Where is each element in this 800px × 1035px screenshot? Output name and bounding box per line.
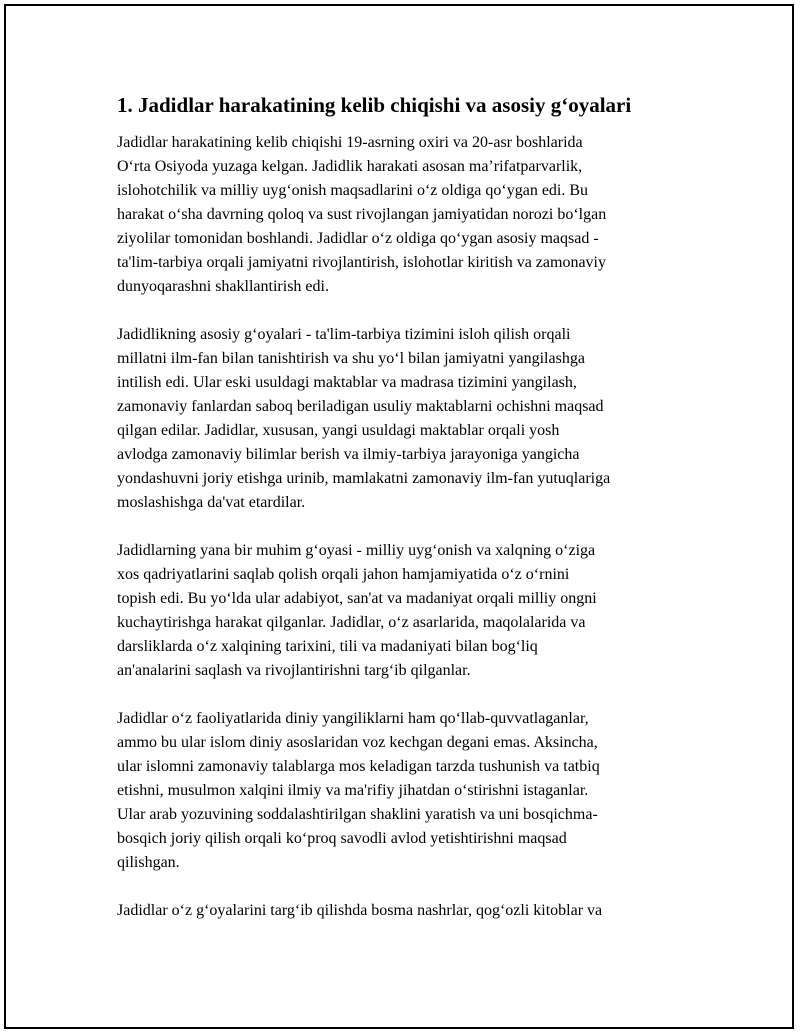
text-line: intilish edi. Ular eski usuldagi maktablar va madrasa tizimini yangilash, (117, 374, 577, 391)
text-line: etishni, musulmon xalqini ilmiy va ma'rifiy jihatdan o‘stirishni istaganlar. (117, 782, 589, 799)
text-line: dunyoqarashni shakllantirish edi. (117, 278, 329, 295)
text-line: Jadidlar harakatining kelib chiqishi 19-asrning oxiri va 20-asr boshlarida (117, 134, 583, 151)
text-line: islohotchilik va milliy uyg‘onish maqsadlarini o‘z oldiga qo‘ygan edi. Bu (117, 182, 589, 199)
text-line: yondashuvni joriy etishga urinib, mamlakatni zamonaviy ilm-fan yutuqlariga (117, 470, 611, 487)
text-line: millatni ilm-fan bilan tanishtirish va shu yo‘l bilan jamiyatni yangilashga (117, 350, 585, 367)
text-line: Jadidlar o‘z faoliyatlarida diniy yangiliklarni ham qo‘llab-quvvatlaganlar, (117, 710, 589, 727)
text-line: Jadidlar o‘z g‘oyalarini targ‘ib qilishda bosma nashrlar, qog‘ozli kitoblar va (117, 902, 603, 919)
paragraph (117, 131, 697, 299)
text-line: kuchaytirishga harakat qilganlar. Jadidlar, o‘z asarlarida, maqolalarida va (117, 614, 586, 631)
section-heading: 1. Jadidlar harakatining kelib chiqishi va asosiy g‘oyalari (117, 93, 632, 117)
paragraph (117, 539, 697, 683)
text-line: ta'lim-tarbiya orqali jamiyatni rivojlantirish, islohotlar kiritish va zamonaviy (117, 254, 606, 271)
document-body (117, 90, 697, 947)
paragraph (117, 707, 697, 875)
text-line: qilgan edilar. Jadidlar, xususan, yangi usuldagi maktablar orqali yosh (117, 422, 560, 439)
text-line: zamonaviy fanlardan saboq beriladigan usuliy maktablarni ochishni maqsad (117, 398, 604, 415)
text-line: Jadidlarning yana bir muhim g‘oyasi - milliy uyg‘onish va xalqning o‘ziga (117, 542, 596, 559)
text-line: O‘rta Osiyoda yuzaga kelgan. Jadidlik harakati asosan ma’rifatparvarlik, (117, 158, 583, 175)
text-line: bosqich joriy qilish orqali ko‘proq savodli avlod yetishtirishni maqsad (117, 830, 567, 847)
text-line: ular islomni zamonaviy talablarga mos keladigan tarzda tushunish va tatbiq (117, 758, 600, 775)
text-line: qilishgan. (117, 854, 180, 871)
text-line: moslashishga da'vat etardilar. (117, 494, 306, 511)
text-line: Ular arab yozuvining soddalashtirilgan shaklini yaratish va uni bosqichma- (117, 806, 598, 823)
paragraph (117, 899, 697, 923)
text-line: ammo bu ular islom diniy asoslaridan voz kechgan degani emas. Aksincha, (117, 734, 598, 751)
text-line: xos qadriyatlarini saqlab qolish orqali jahon hamjamiyatida o‘z o‘rnini (117, 566, 570, 583)
paragraph (117, 323, 697, 515)
text-line: avlodga zamonaviy bilimlar berish va ilmiy-tarbiya jarayoniga yangicha (117, 446, 580, 463)
text-line: harakat o‘sha davrning qoloq va sust rivojlangan jamiyatidan norozi bo‘lgan (117, 206, 607, 223)
text-line: darsliklarda o‘z xalqining tarixini, tili va madaniyati bilan bog‘liq (117, 638, 538, 655)
paragraph-container (117, 131, 697, 923)
text-line: Jadidlikning asosiy g‘oyalari - ta'lim-tarbiya tizimini isloh qilish orqali (117, 326, 571, 343)
text-line: an'analarini saqlash va rivojlantirishni targ‘ib qilganlar. (117, 662, 471, 679)
text-line: topish edi. Bu yo‘lda ular adabiyot, san'at va madaniyat orqali milliy ongni (117, 590, 597, 607)
text-line: ziyolilar tomonidan boshlandi. Jadidlar o‘z oldiga qo‘ygan asosiy maqsad - (117, 230, 599, 247)
